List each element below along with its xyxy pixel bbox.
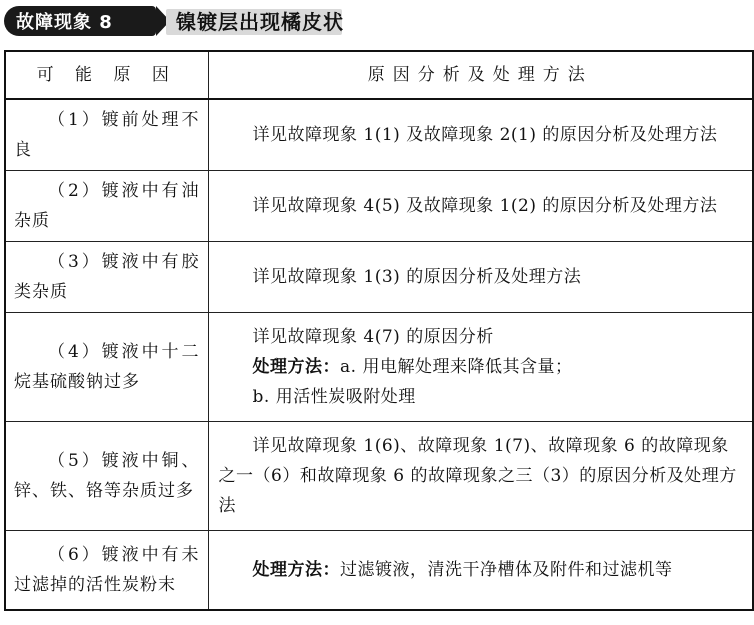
analysis-cell bbox=[208, 531, 753, 611]
analysis-text: 详见故障现象 4(5) 及故障现象 1(2) 的原因分析及处理方法 bbox=[252, 196, 718, 216]
method-label: 处理方法： bbox=[252, 560, 340, 580]
analysis-intro: 详见故障现象 4(7) 的原因分析 bbox=[252, 327, 494, 347]
analysis-cell bbox=[208, 171, 753, 242]
analysis-text: 详见故障现象 1(1) 及故障现象 2(1) 的原因分析及处理方法 bbox=[252, 125, 718, 145]
cause-text: （5）镀液中铜、锌、铁、铬等杂质过多 bbox=[14, 451, 200, 501]
cause-cell bbox=[5, 171, 208, 242]
method-text: 过滤镀液，清洗干净槽体及附件和过滤机等 bbox=[340, 560, 673, 580]
cause-text: （4）镀液中十二烷基硫酸钠过多 bbox=[14, 342, 200, 392]
cause-cell bbox=[5, 531, 208, 611]
cause-cell bbox=[5, 242, 208, 313]
analysis-text: 详见故障现象 1(6)、故障现象 1(7)、故障现象 6 的故障现象之一（6）和故障现象 6 的故障现象之三（3）的原因分析及处理方法 bbox=[218, 436, 737, 516]
cause-cell bbox=[5, 99, 208, 171]
column-header-cause: 可 能 原 因 bbox=[5, 51, 208, 99]
analysis-text: 详见故障现象 1(3) 的原因分析及处理方法 bbox=[252, 267, 582, 287]
method-b: b. 用活性炭吸附处理 bbox=[252, 387, 416, 407]
analysis-cell bbox=[208, 313, 753, 422]
method-a: a. 用电解处理来降低其含量； bbox=[340, 357, 573, 377]
analysis-cell bbox=[208, 422, 753, 531]
cause-cell bbox=[5, 422, 208, 531]
table-row bbox=[5, 242, 753, 313]
method-paragraph bbox=[219, 555, 743, 585]
table-row bbox=[5, 313, 753, 422]
analysis-cell bbox=[208, 242, 753, 313]
cause-text: （2）镀液中有油杂质 bbox=[14, 181, 200, 231]
fault-title: 镍镀层出现橘皮状 bbox=[176, 10, 344, 34]
analysis-cell bbox=[208, 99, 753, 171]
table-row bbox=[5, 171, 753, 242]
method-line bbox=[219, 352, 743, 382]
cause-text: （6）镀液中有未过滤掉的活性炭粉末 bbox=[14, 545, 200, 595]
table-row bbox=[5, 531, 753, 611]
fault-tag: 故障现象 8 bbox=[4, 6, 156, 36]
table-row bbox=[5, 99, 753, 171]
method-label: 处理方法： bbox=[252, 357, 340, 377]
cause-text: （3）镀液中有胶类杂质 bbox=[14, 252, 200, 302]
section-header bbox=[0, 2, 754, 42]
cause-text: （1）镀前处理不良 bbox=[14, 110, 200, 160]
fault-table bbox=[4, 50, 754, 611]
cause-cell bbox=[5, 313, 208, 422]
table-header-row bbox=[5, 51, 753, 99]
column-header-analysis: 原因分析及处理方法 bbox=[208, 51, 753, 99]
table-row bbox=[5, 422, 753, 531]
